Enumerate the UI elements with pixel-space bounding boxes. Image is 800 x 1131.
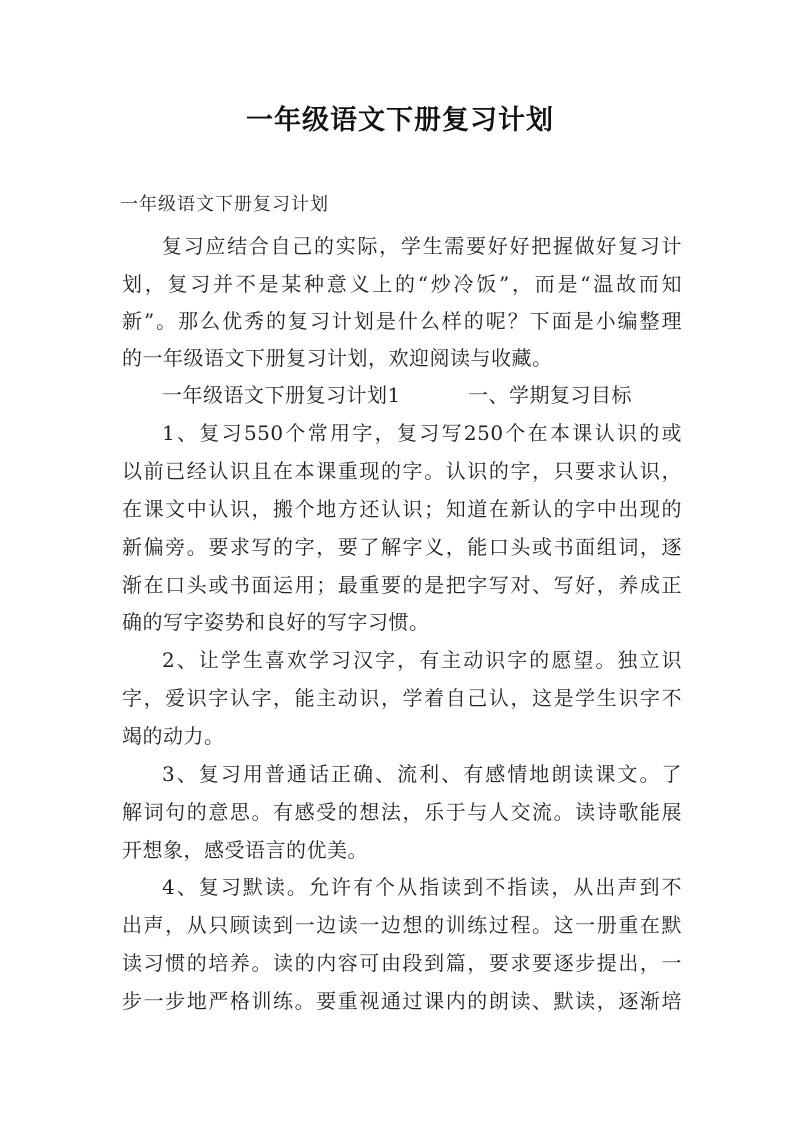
paragraph-line: 的一年级语文下册复习计划，欢迎阅读与收藏。 [122, 346, 553, 370]
paragraph-line: 出声，从只顾读到一边读一边想的训练过程。这一册重在默 [122, 913, 682, 937]
paragraph-line: 复习应结合自己的实际，学生需要好好把握做好复习计 [162, 234, 682, 258]
paragraph-line: 3、复习用普通话正确、流利、有感情地朗读课文。了 [162, 762, 682, 786]
paragraph-line: 解词句的意思。有感受的想法，乐于与人交流。读诗歌能展 [122, 800, 682, 824]
document-subtitle: 一年级语文下册复习计划 [120, 194, 329, 215]
paragraph-line: 4、复习默读。允许有个从指读到不指读，从出声到不 [162, 875, 682, 899]
paragraph-line: 新偏旁。要求写的字，要了解字义，能口头或书面组词，逐 [122, 535, 682, 559]
paragraph-line: 步一步地严格训练。要重视通过课内的朗读、默读，逐渐培 [122, 989, 682, 1013]
paragraph-line: 字，爱识字认字，能主动识，学着自己认，这是学生识字不 [122, 686, 682, 710]
paragraph-line: 新”。那么优秀的复习计划是什么样的呢？下面是小编整理 [122, 309, 682, 333]
paragraph-line: 开想象，感受语言的优美。 [122, 838, 368, 862]
plan-number-label: 一年级语文下册复习计划1 [162, 383, 401, 407]
paragraph-line: 1、复习550个常用字，复习写250个在本课认识的或 [162, 421, 682, 445]
section-title: 一、学期复习目标 [468, 383, 632, 407]
paragraph-line: 2、让学生喜欢学习汉字，有主动识字的愿望。独立识 [162, 648, 682, 672]
document-title: 一年级语文下册复习计划 [246, 105, 554, 136]
paragraph-line: 确的写字姿势和良好的写字习惯。 [122, 610, 430, 634]
paragraph-line: 竭的动力。 [122, 724, 225, 748]
section-heading [162, 379, 632, 408]
paragraph-line: 渐在口头或书面运用；最重要的是把字写对、写好，养成正 [122, 573, 682, 597]
paragraph-line: 以前已经认识且在本课重现的字。认识的字，只要求认识， [122, 459, 682, 483]
paragraph-line: 在课文中认识，搬个地方还认识；知道在新认的字中出现的 [122, 497, 682, 521]
paragraph-line: 读习惯的培养。读的内容可由段到篇，要求要逐步提出，一 [122, 951, 682, 975]
paragraph-line: 划，复习并不是某种意义上的“炒冷饭”，而是“温故而知 [122, 272, 682, 296]
